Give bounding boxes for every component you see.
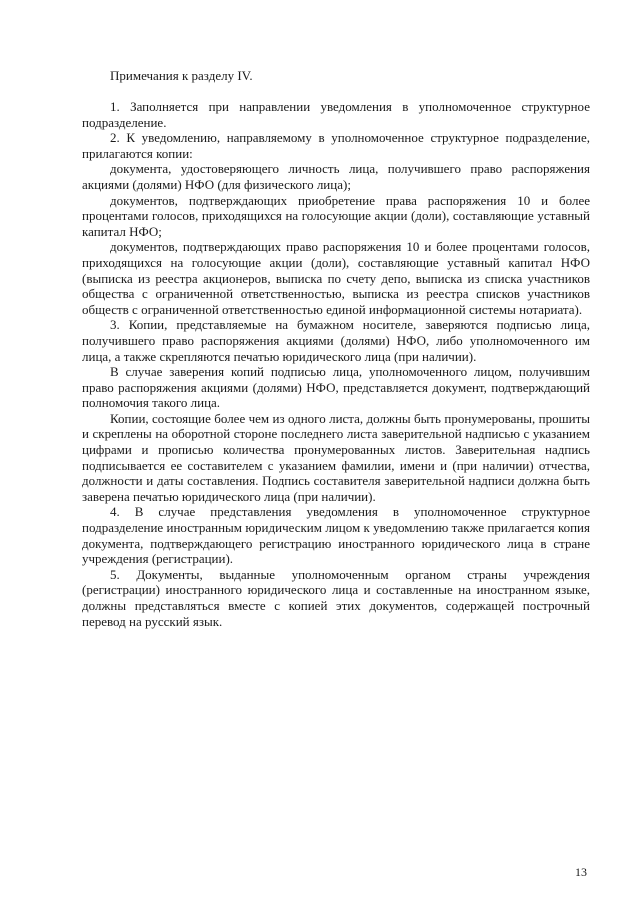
note-paragraph: 3. Копии, представляемые на бумажном носителе, заверяются подписью лица, получившего право распоряжения акциями (долями) НФО, либо уполномоченного им лица, а также скрепляются печатью юридического лица (при наличии). [82, 317, 590, 364]
note-paragraph: В случае заверения копий подписью лица, уполномоченного лицом, получившим право распоряжения акциями (долями) НФО, представляется документ, подтверждающий полномочия такого лица. [82, 364, 590, 411]
note-paragraph: документов, подтверждающих право распоряжения 10 и более процентами голосов, приходящихся на голосующие акции (доли), составляющие уставный капитал НФО (выписка из реестра акционеров, выписка по счету депо, выписка из списка участников общества с ограниченной ответственностью, выписка из реестра списков участников обществ с ограниченной ответственностью единой информационной системы нотариата). [82, 239, 590, 317]
section-notes-heading: Примечания к разделу IV. [110, 68, 253, 83]
note-paragraph: документов, подтверждающих приобретение права распоряжения 10 и более процентами голосов, приходящихся на голосующие акции (доли), составляющие уставный капитал НФО; [82, 192, 590, 239]
note-paragraph: 1. Заполняется при направлении уведомления в уполномоченное структурное подразделение. [82, 99, 590, 130]
page-number: 13 [575, 865, 587, 879]
note-paragraph: 4. В случае представления уведомления в уполномоченное структурное подразделение иностранным юридическим лицом к уведомлению также прилагается копия документа, подтверждающего регистрацию иностранного юридического лица в стране учреждения (регистрации). [82, 504, 590, 567]
note-paragraph: 5. Документы, выданные уполномоченным органом страны учреждения (регистрации) иностранного юридического лица и составленные на иностранном языке, должны представляться вместе с копией этих документов, содержащей построчный перевод на русский язык. [82, 566, 590, 629]
notes-body [82, 99, 590, 629]
note-paragraph: документа, удостоверяющего личность лица, получившего право распоряжения акциями (долями) НФО (для физического лица); [82, 161, 590, 192]
note-paragraph: Копии, состоящие более чем из одного листа, должны быть пронумерованы, прошиты и скреплены на оборотной стороне последнего листа заверительной надписью с указанием цифрами и прописью количества пронумерованных листов. Заверительная надпись подписывается ее составителем с указанием фамилии, имени и (при наличии) отчества, должности и даты составления. Подпись составителя заверительной надписи должна быть заверена печатью юридического лица (при наличии). [82, 410, 590, 504]
note-paragraph: 2. К уведомлению, направляемому в уполномоченное структурное подразделение, прилагаются копии: [82, 130, 590, 161]
